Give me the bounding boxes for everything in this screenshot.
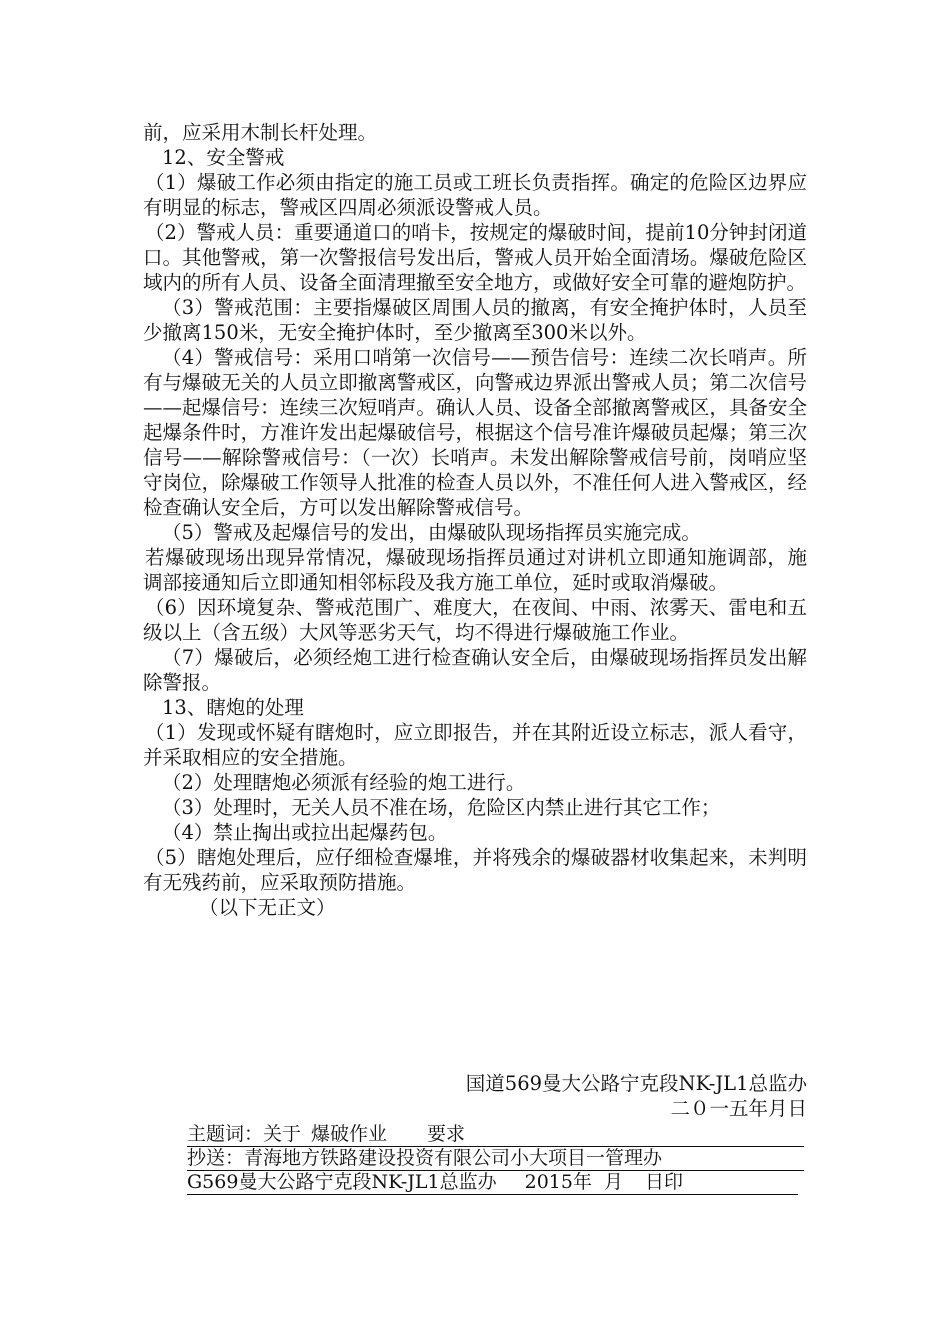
subject-keyword-1: 爆破作业 <box>311 1123 388 1145</box>
cc-text: 抄送：青海地方铁路建设投资有限公司小大项目一管理办 <box>187 1147 663 1169</box>
subject-keywords-line <box>187 1122 804 1147</box>
paragraph-13-4: （4）禁止掏出或拉出起爆药包。 <box>162 821 448 844</box>
subject-keyword-2: 要求 <box>427 1123 466 1145</box>
issue-month: 月 <box>603 1171 623 1193</box>
paragraph-continuation: 前，应采用木制长杆处理。 <box>143 121 378 144</box>
paragraph-12-1: （1）爆破工作必须由指定的施工员或工班长负责指挥。确定的危险区边界应有明显的标志，警戒区四周必须派设警戒人员。 <box>143 171 807 219</box>
paragraph-12-6: （6）因环境复杂、警戒范围广、难度大，在夜间、中雨、浓雾天、雷电和五级以上（含五级）大风等恶劣天气，均不得进行爆破施工作业。 <box>143 596 807 644</box>
paragraph-13-1: （1）发现或怀疑有瞎炮时，应立即报告，并在其附近设立标志，派人看守，并采取相应的安全措施。 <box>143 721 807 769</box>
paragraph-12-2: （2）警戒人员：重要通道口的哨卡，按规定的爆破时间，提前10分钟封闭道口。其他警戒，第一次警报信号发出后，警戒人员开始全面清场。爆破危险区域内的所有人员、设备全面清理撤至安全地方，或做好安全可靠的避炮防护。 <box>143 221 807 294</box>
issuer-name: G569曼大公路宁克段NK-JL1总监办 <box>187 1171 497 1193</box>
paragraph-13-5: （5）瞎炮处理后，应仔细检查爆堆，并将残余的爆破器材收集起来，未判明有无残药前，应采取预防措施。 <box>143 846 807 894</box>
paragraph-abnormal: 若爆破现场出现异常情况，爆破现场指挥员通过对讲机立即通知施调部，施调部接通知后立即通知相邻标段及我方施工单位，延时或取消爆破。 <box>143 546 807 594</box>
paragraph-12-5: （5）警戒及起爆信号的发出，由爆破队现场指挥员实施完成。 <box>162 521 701 544</box>
issue-day-print: 日印 <box>645 1171 684 1193</box>
section-heading-12: 12、安全警戒 <box>162 146 285 169</box>
paragraph-12-7: （7）爆破后，必须经炮工进行检查确认安全后，由爆破现场指挥员发出解除警报。 <box>143 646 807 694</box>
paragraph-13-3: （3）处理时，无关人员不准在场，危险区内禁止进行其它工作； <box>162 796 721 819</box>
end-of-text-note: （以下无正文） <box>199 896 336 919</box>
paragraph-13-2: （2）处理瞎炮必须派有经验的炮工进行。 <box>162 771 526 794</box>
issue-year: 2015年 <box>524 1171 592 1193</box>
paragraph-12-3: （3）警戒范围：主要指爆破区周围人员的撤离，有安全掩护体时，人员至少撤离150米，无安全掩护体时，至少撤离至300米以外。 <box>143 296 807 344</box>
section-heading-13: 13、瞎炮的处理 <box>162 696 304 719</box>
cc-line <box>187 1146 804 1171</box>
signature-organization: 国道569曼大公路宁克段NK-JL1总监办 <box>465 1072 807 1095</box>
paragraph-12-4: （4）警戒信号：采用口哨第一次信号——预告信号：连续二次长哨声。所有与爆破无关的人员立即撤离警戒区，向警戒边界派出警戒人员；第二次信号——起爆信号：连续三次短哨声。确认人员、设备全部撤离警戒区，具备安全起爆条件时，方准许发出起爆破信号，根据这个信号准许爆破员起爆；第三次信号——解除警戒信号：（一次）长哨声。未发出解除警戒信号前，岗哨应坚守岗位，除爆破工作领导人批准的检查人员以外，不准任何人进入警戒区，经检查确认安全后，方可以发出解除警戒信号。 <box>143 346 807 519</box>
signature-date: 二０一五年月日 <box>670 1097 807 1120</box>
document-body <box>143 120 807 920</box>
issuer-line <box>187 1170 798 1195</box>
subject-label: 主题词：关于 <box>187 1123 302 1145</box>
